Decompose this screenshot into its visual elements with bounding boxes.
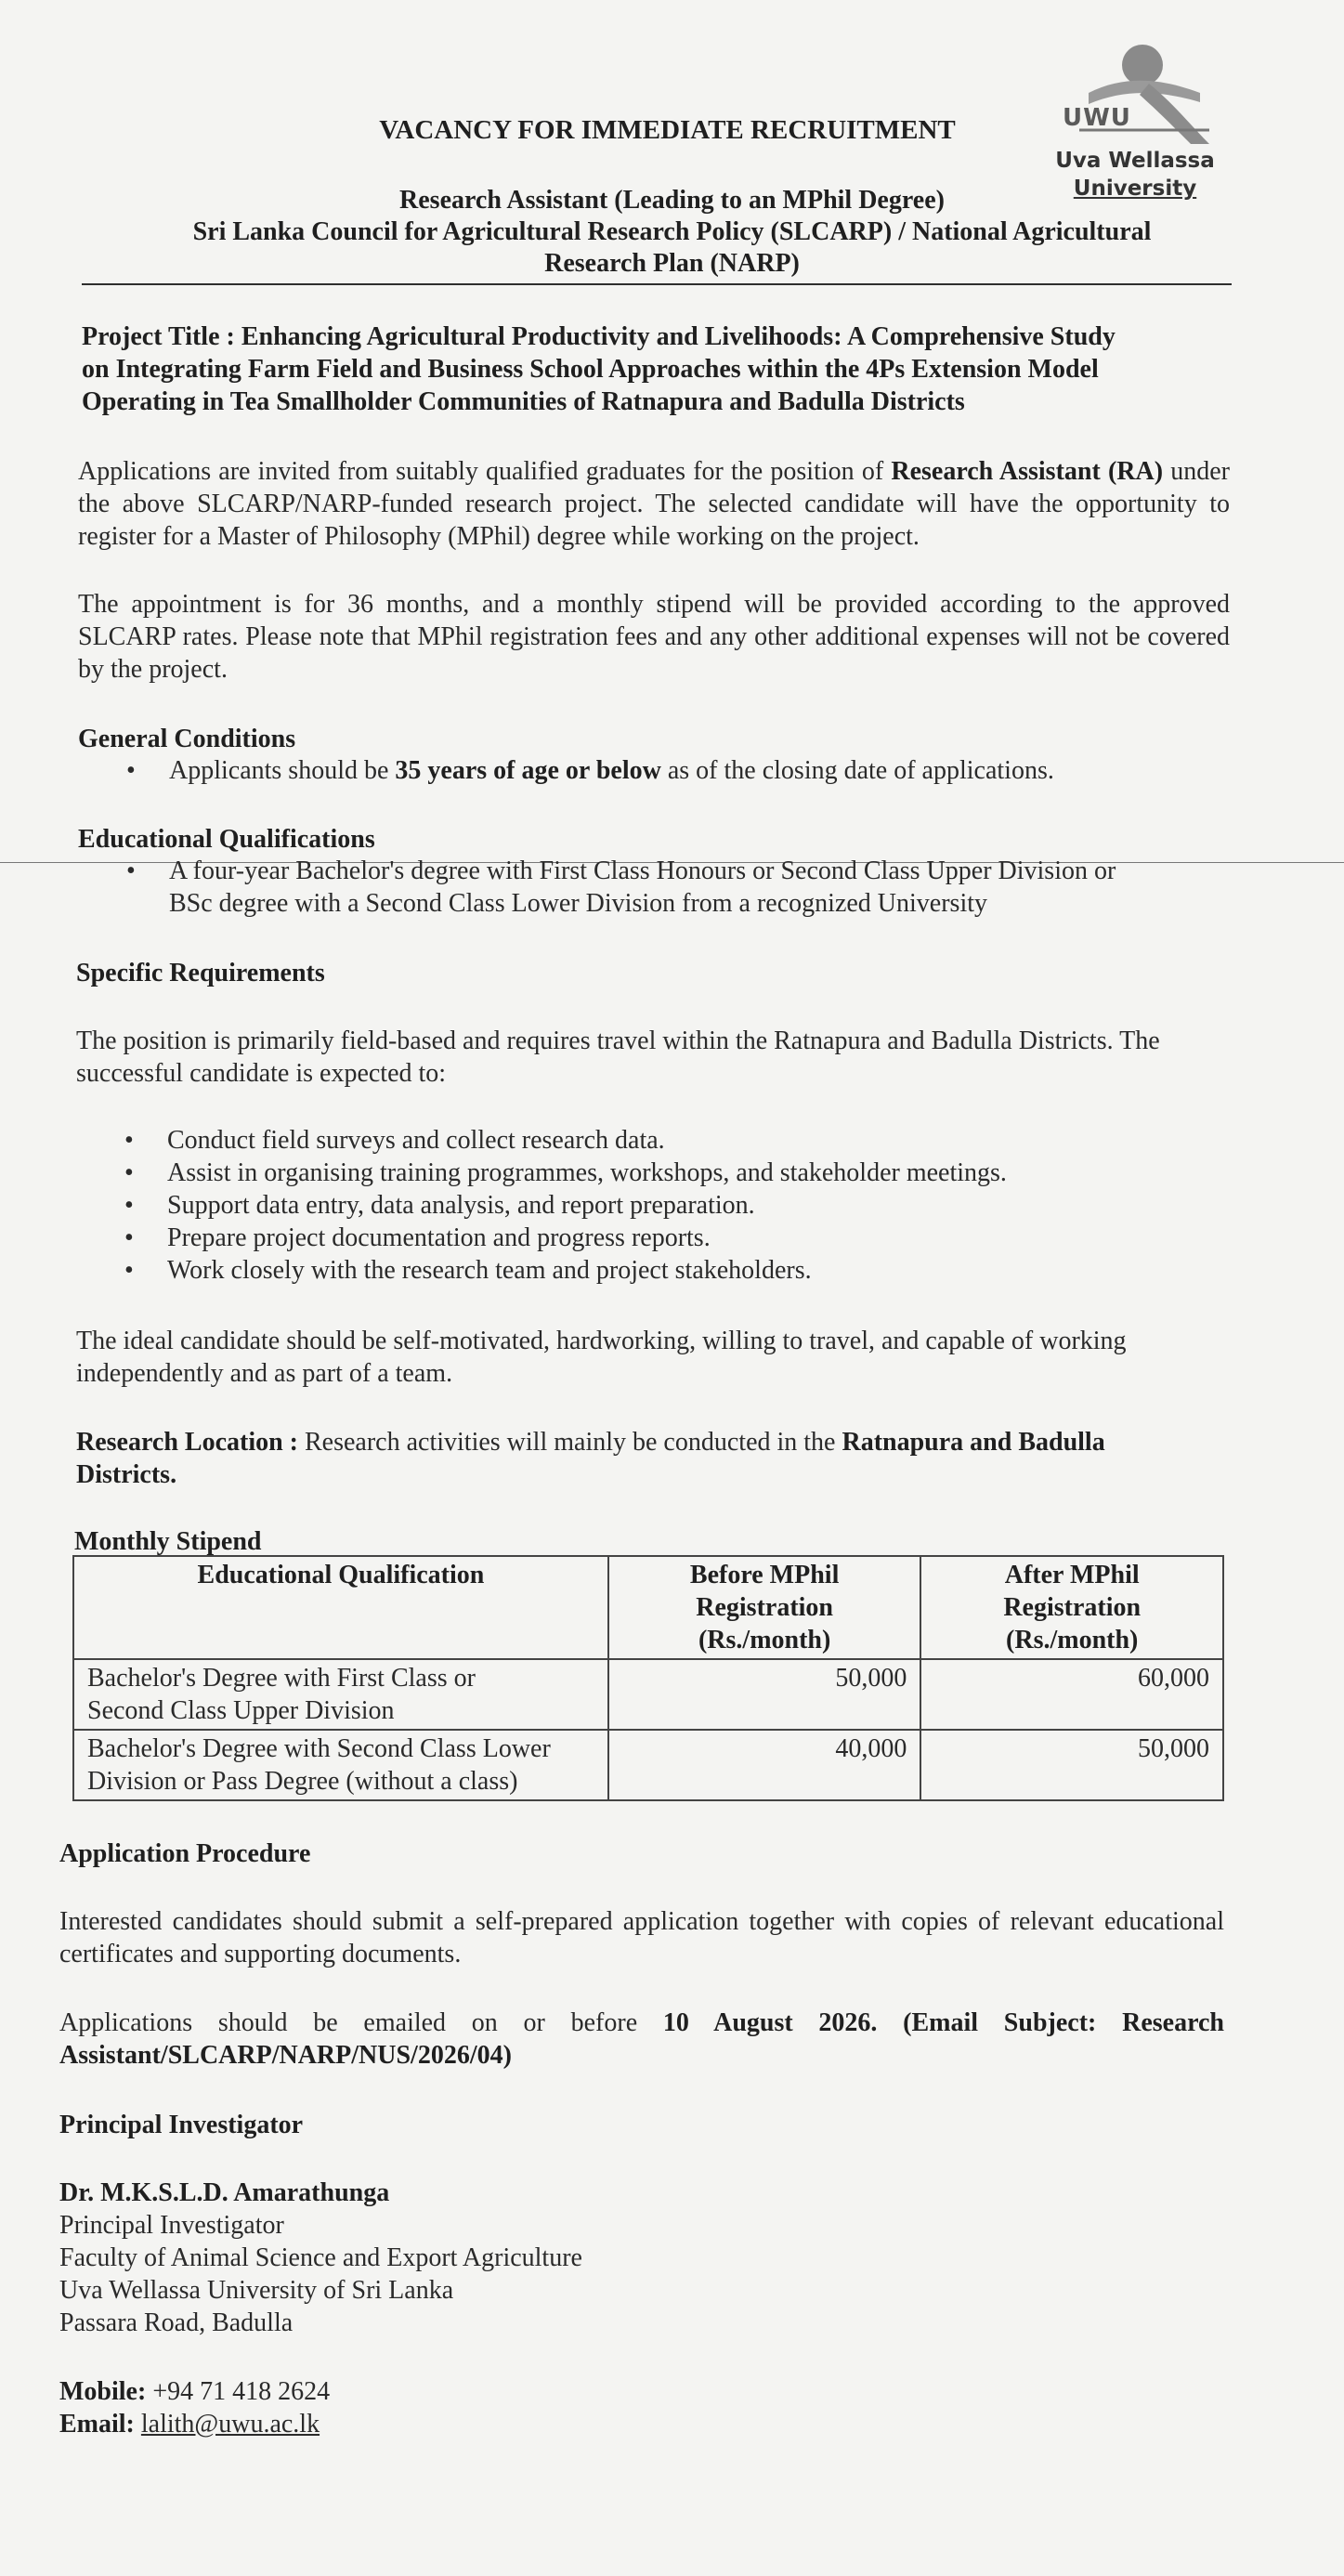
project-title-block <box>82 320 1233 418</box>
pi-contact-block <box>59 2177 582 2339</box>
position-line: Research Assistant (Leading to an MPhil Degree) <box>399 186 945 215</box>
header-qualification: Educational Qualification <box>73 1556 608 1659</box>
logo-name-line2: University <box>1073 177 1197 201</box>
project-title-line3: Operating in Tea Smallholder Communities of Ratnapura and Badulla Districts <box>82 387 965 416</box>
qualification-line2: Second Class Upper Division <box>87 1696 395 1725</box>
application-deadline-text: Applications should be emailed on or before <box>59 2008 638 2037</box>
principal-investigator-heading: Principal Investigator <box>59 2111 304 2139</box>
intro-paragraph-2: The appointment is for 36 months, and a monthly stipend will be provided according to the approved SLCARP rates. Please note that MPhil registration fees and any other additional expenses will not be covered by the project. <box>78 590 1230 684</box>
header-before-line3: (Rs./month) <box>698 1626 831 1654</box>
qualification-line1: Bachelor's Degree with Second Class Lower <box>87 1734 551 1763</box>
application-procedure-p1: Interested candidates should submit a self-prepared application together with copies of relevant educational certificates and supporting documents. <box>59 1907 1224 1968</box>
header-after-line2: Registration <box>1003 1593 1142 1622</box>
vacancy-title: VACANCY FOR IMMEDIATE RECRUITMENT <box>379 115 956 145</box>
intro-p1-bold: Research Assistant (RA) <box>891 457 1164 486</box>
monthly-stipend-heading: Monthly Stipend <box>74 1527 262 1556</box>
research-location-text: Research activities will mainly be conducted in the <box>305 1428 836 1457</box>
education-item-line2: BSc degree with a Second Class Lower Division from a recognized University <box>169 889 988 918</box>
general-item-bold: 35 years of age or below <box>395 756 661 785</box>
header-after-line1: After MPhil <box>1004 1561 1140 1589</box>
specific-requirements-list <box>76 1124 1228 1287</box>
table-row <box>73 1730 1223 1800</box>
list-item: • Support data entry, data analysis, and report preparation. <box>76 1189 1228 1222</box>
research-location <box>76 1426 1228 1491</box>
header-before-mphil <box>608 1556 921 1659</box>
header-divider <box>82 283 1232 285</box>
intro-p1-text: Applications are invited from suitably qualified graduates for the position of <box>78 457 884 486</box>
general-conditions-heading: General Conditions <box>78 725 296 753</box>
project-title-line1: Enhancing Agricultural Productivity and Livelihoods: A Comprehensive Study <box>241 322 1116 351</box>
header-after-mphil <box>920 1556 1223 1659</box>
list-item <box>78 754 1230 787</box>
email-label: Email: <box>59 2410 135 2439</box>
council-line-2: Research Plan (NARP) <box>544 249 800 278</box>
intro-p1-rest: under the above SLCARP/NARP-funded research project. The selected candidate will have the opportunity to register for a Master of Philosophy (MPhil) degree while working on the project. <box>78 457 1231 551</box>
application-procedure-p2 <box>59 2007 1224 2072</box>
pi-faculty: Faculty of Animal Science and Export Agriculture <box>59 2243 582 2272</box>
after-mphil-cell: 50,000 <box>920 1730 1223 1800</box>
header-before-line2: Registration <box>696 1593 834 1622</box>
list-item: • Prepare project documentation and progress reports. <box>76 1222 1228 1254</box>
pi-phone-email <box>59 2375 330 2440</box>
research-location-districts: Ratnapura and Badulla <box>842 1428 1105 1457</box>
before-mphil-cell: 50,000 <box>608 1659 921 1730</box>
qualification-cell <box>73 1730 608 1800</box>
before-mphil-cell: 40,000 <box>608 1730 921 1800</box>
logo-mark-text: UWU <box>1063 104 1131 132</box>
list-item: • Work closely with the research team and project stakeholders. <box>76 1254 1228 1287</box>
list-item: • Assist in organising training programmes, workshops, and stakeholder meetings. <box>76 1157 1228 1189</box>
project-title-line2: on Integrating Farm Field and Business School Approaches within the 4Ps Extension Model <box>82 355 1099 384</box>
specific-requirements-intro: The position is primarily field-based and requires travel within the Ratnapura and Badulla Districts. The successful candidate is expected to: <box>76 1026 1160 1088</box>
list-item: • Conduct field surveys and collect research data. <box>76 1124 1228 1157</box>
mobile-label: Mobile: <box>59 2377 147 2406</box>
after-mphil-cell: 60,000 <box>920 1659 1223 1730</box>
educational-qualifications-heading: Educational Qualifications <box>78 825 375 854</box>
logo-name-line1: Uva Wellassa <box>1055 149 1215 173</box>
intro-paragraph-1 <box>78 455 1230 553</box>
research-location-districts-end: Districts. <box>76 1460 177 1489</box>
educational-qualifications-list <box>78 855 1248 920</box>
general-item-rest: as of the closing date of applications. <box>667 756 1054 785</box>
table-row <box>73 1659 1223 1730</box>
pi-university: Uva Wellassa University of Sri Lanka <box>59 2276 454 2305</box>
council-line-1: Sri Lanka Council for Agricultural Research Policy (SLCARP) / National Agricultural <box>192 217 1152 246</box>
qualification-cell <box>73 1659 608 1730</box>
application-procedure-heading: Application Procedure <box>59 1839 311 1868</box>
research-location-label: Research Location : <box>76 1428 298 1457</box>
pi-name: Dr. M.K.S.L.D. Amarathunga <box>59 2178 390 2207</box>
project-title-label: Project Title : <box>82 322 235 351</box>
stipend-table <box>72 1555 1224 1801</box>
general-conditions-list <box>78 754 1230 787</box>
header-before-line1: Before MPhil <box>689 1561 840 1589</box>
specific-requirements-closing: The ideal candidate should be self-motivated, hardworking, willing to travel, and capable of working independently and as part of a team. <box>76 1327 1127 1388</box>
pi-address: Passara Road, Badulla <box>59 2308 294 2337</box>
application-deadline-bold: 10 August 2026. (Email Subject: Research Assistant/SLCARP/NARP/NUS/2026/04) <box>59 2008 1224 2070</box>
table-header-row <box>73 1556 1223 1659</box>
list-item <box>78 855 1248 920</box>
qualification-line1: Bachelor's Degree with First Class or <box>87 1664 476 1693</box>
general-item-text: Applicants should be <box>169 756 389 785</box>
specific-requirements-heading: Specific Requirements <box>76 959 325 987</box>
education-item-line1: • A four-year Bachelor's degree with First Class Honours or Second Class Upper Division or <box>169 856 1116 885</box>
pi-role: Principal Investigator <box>59 2211 284 2240</box>
mobile-number: +94 71 418 2624 <box>152 2377 331 2406</box>
header-after-line3: (Rs./month) <box>1006 1626 1139 1654</box>
email-link[interactable]: lalith@uwu.ac.lk <box>140 2410 320 2439</box>
qualification-line2: Division or Pass Degree (without a class) <box>87 1767 518 1796</box>
